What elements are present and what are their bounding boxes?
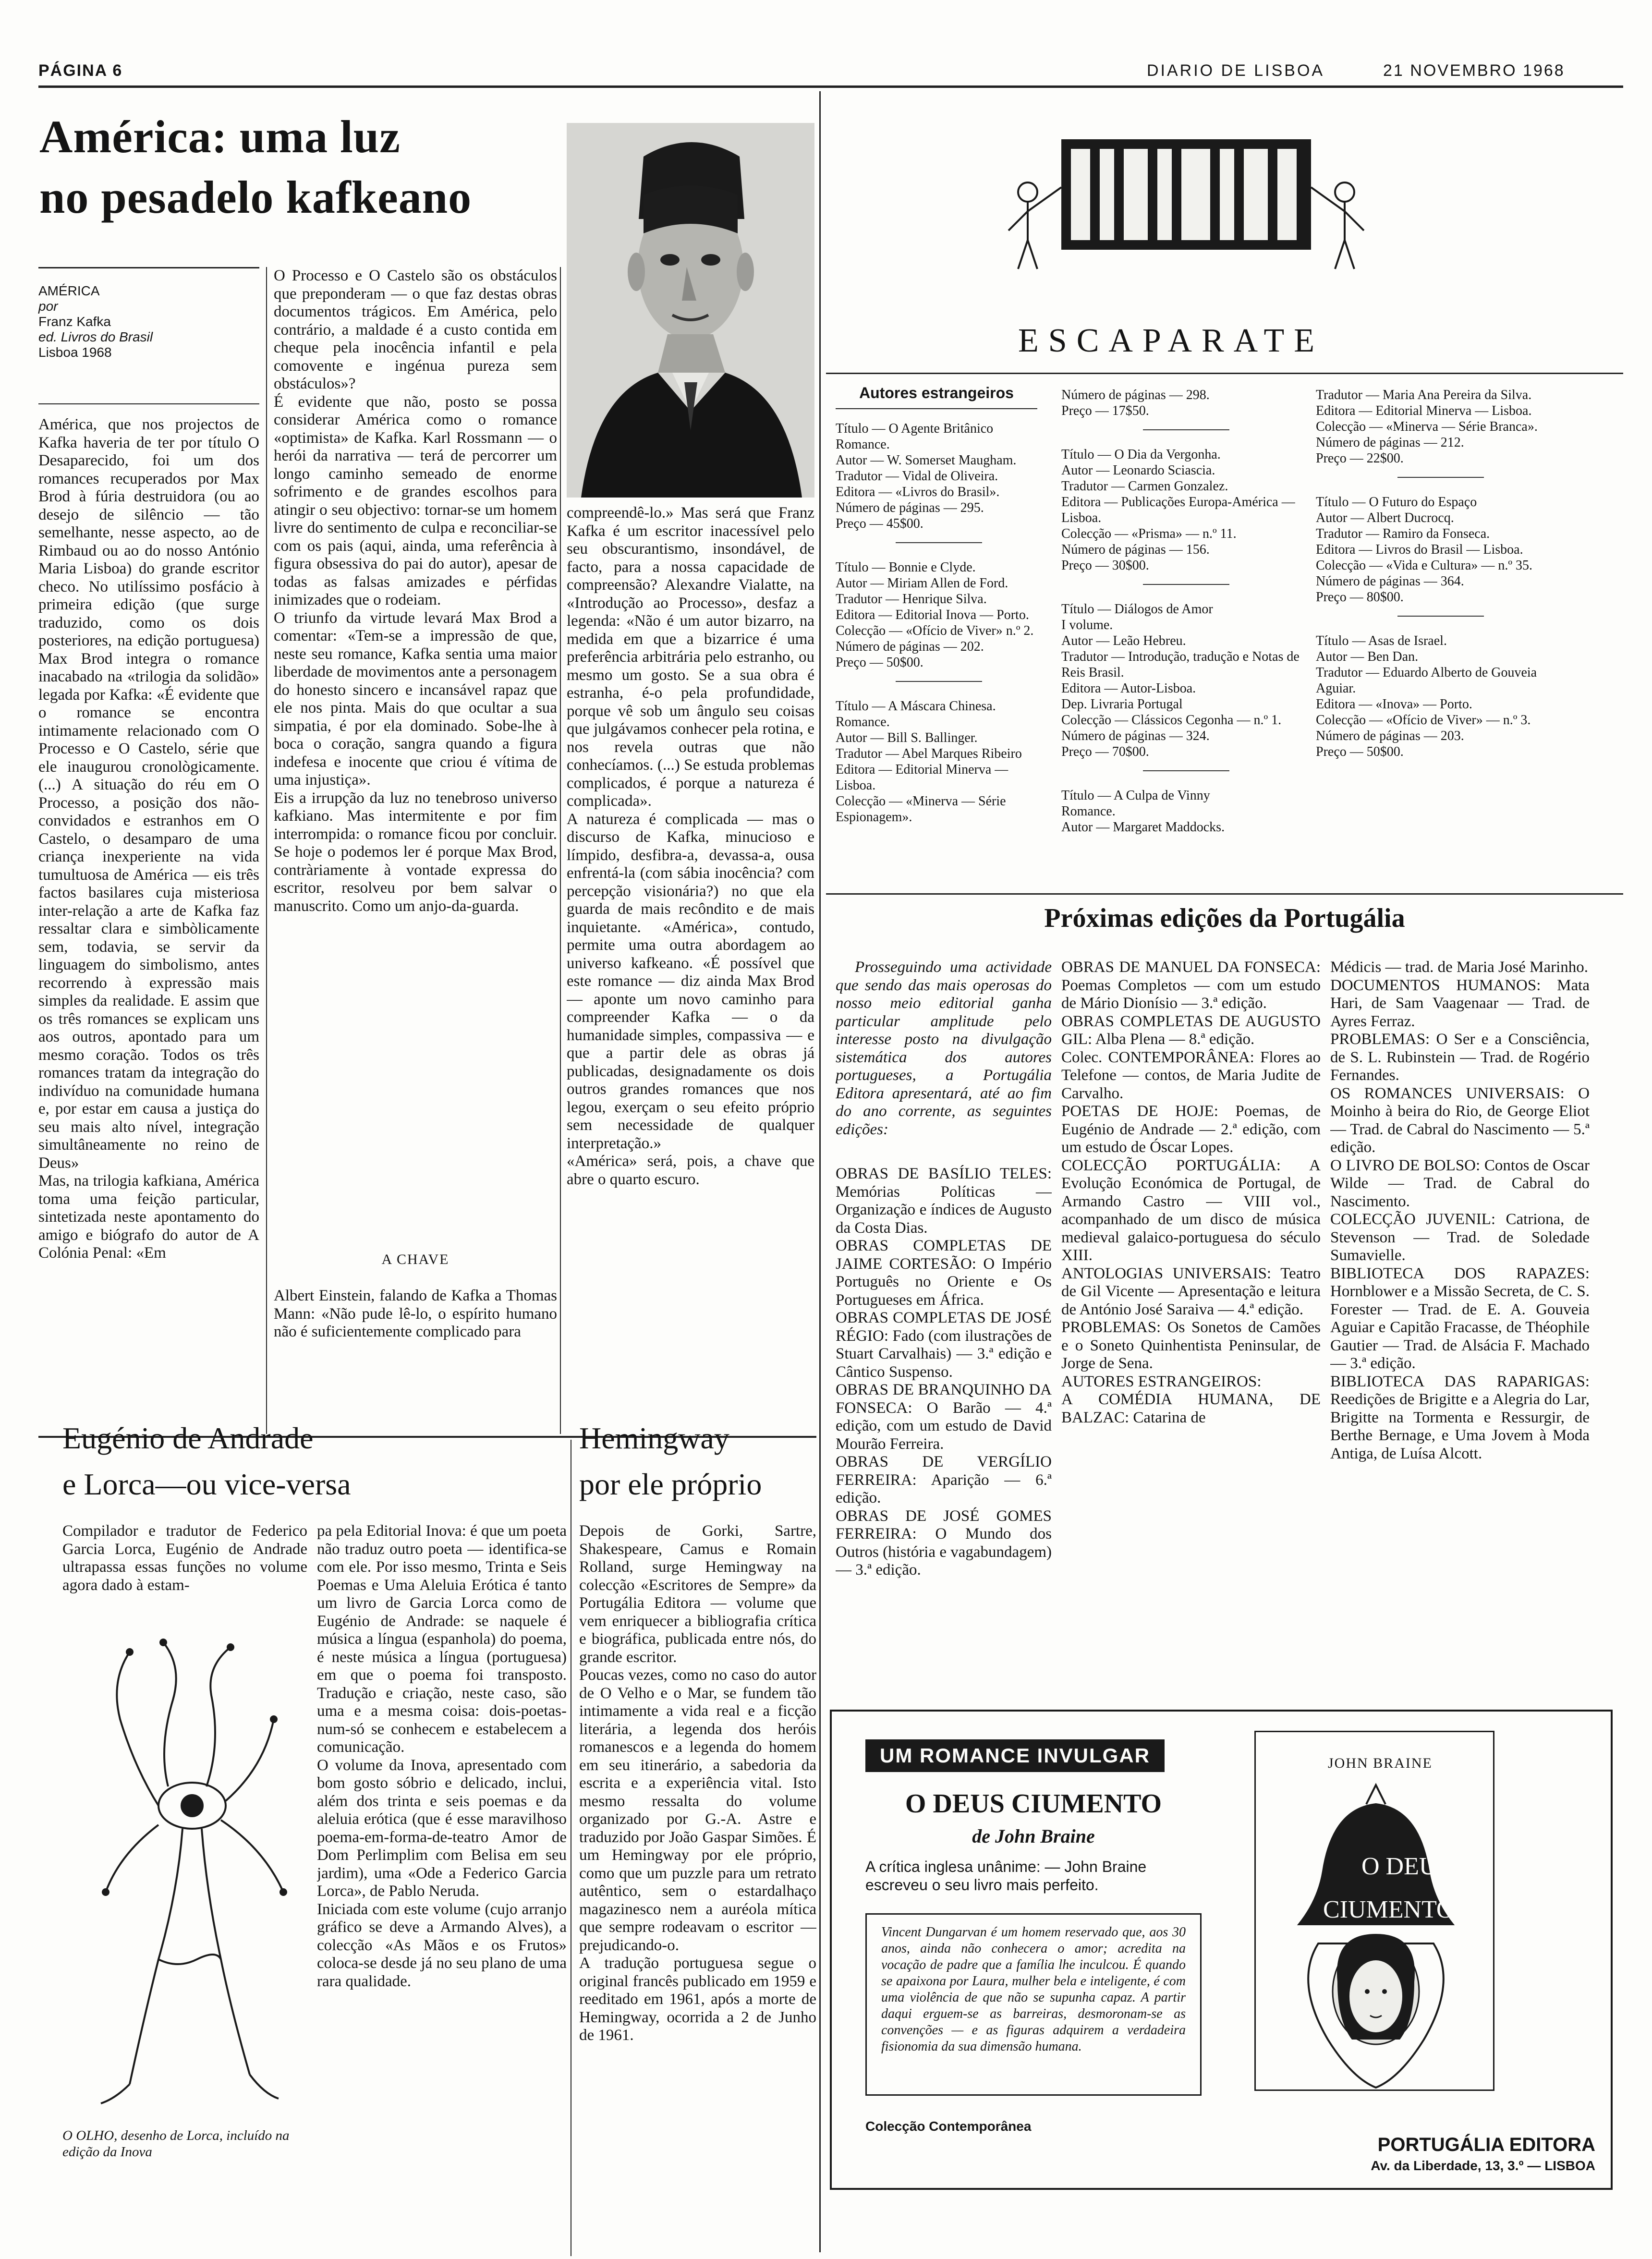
entry-line: Dep. Livraria Portugal <box>1061 697 1183 712</box>
entry-line: Preço — 30$00. <box>1061 558 1149 573</box>
escaparate-bottom-rule <box>826 893 1623 895</box>
escaparate-entry <box>1061 788 1311 835</box>
eugenio-title-line-2: e Lorca—ou vice-versa <box>62 1467 351 1501</box>
hemingway-title-line-2: por ele próprio <box>579 1467 762 1501</box>
entry-rule <box>896 542 982 543</box>
cover-author: JOHN BRAINE <box>1328 1755 1433 1771</box>
america-column-divider-2 <box>560 267 561 1434</box>
entry-line: Título — O Dia da Vergonha. <box>1061 447 1221 462</box>
book-info-place: Lisboa 1968 <box>38 345 112 360</box>
entry-line: Editora — Autor-Lisboa. <box>1061 681 1196 696</box>
ad-book-title: O DEUS CIUMENTO <box>905 1789 1162 1819</box>
entry-line: Editora — «Inova» — Porto. <box>1316 697 1472 712</box>
proximas-intro: Prosseguindo uma actividade que sendo das mais operosas do nosso meio editorial ganha particular amplitude pelo interesse posto na divulgação sistemática dos autores portugueses, a Portugália Editora apresentará, até ao fim do ano corrente, as seguintes edições: <box>836 959 1052 1138</box>
america-column-1: América, que nos projectos de Kafka haveria de ter por título O Desaparecido, foi um dos romances recuperados por Max Brod à fúria destruidora (ou ao desejo de silêncio — tão semelhante, nesse aspecto, ao de Rimbaud ou ao do nosso António Maria Lisboa) do grande escritor checo. No utilíssimo posfácio à primeira edição (que surge traduzido, como os dois posteriores, na edição portuguesa) Max Brod integra o romance inacabado na «trilogia da solidão» legada por Kafka: «É evidente que o romance se encontra intimamente relacionado com O Processo e O Castelo, série que ele inaugurou cronològicamente. (...) A situação do réu em O Processo, a posição dos não-convidados e estranhos em O Castelo, o desamparo de uma criança inexperiente na vida tumultuosa de América — eis três factos basilares cuja misteriosa inter-relação a arte de Kafka faz ressaltar clara e simbòlicamente sem, todavia, se servir da linguagem do simbolismo, antes recorrendo à expressão mais simples da realidade. E assim que os três romances se explicam uns aos outros, apontado para um mesmo coração. Todos os três romances tratam da integração do indivíduo na comunidade humana e, por estar em causa a justiça do seu mais alto nível, integração simultâneamente no reino de Deus» Mas, na trilogia kafkiana, América toma uma feição particular, sintetizada neste apontamento do amigo e biógrafo do autor de A Colónia Penal: «Em <box>38 416 259 1262</box>
entry-line: Tradutor — Introdução, tradução e Notas de Reis Brasil. <box>1061 649 1300 680</box>
entry-line: Título — A Culpa de Vinny <box>1061 788 1210 803</box>
proximas-column-2: OBRAS DE MANUEL DA FONSECA: Poemas Completos — com um estudo de Mário Dionísio — 3.ª edição. OBRAS COMPLETAS DE AUGUSTO GIL: Alba Plena — 8.ª edição. Colec. CONTEMPORÂNEA: Flores ao Telefone — contos, de Maria Judite de Carvalho. POETAS DE HOJE: Poemas, de Eugénio de Andrade — 2.ª edição, com um estudo de Óscar Lopes. COLECÇÃO PORTUGÁLIA: A Evolução Económica de Portugal, de Armando Castro — VIII vol., acompanhado de um disco de música medieval galaico-portuguesa do século XIII. ANTOLOGIAS UNIVERSAIS: Teatro de Gil Vicente — Apresentação e leitura de António José Saraiva — 4.ª edição. PROBLEMAS: Os Sonetos de Camões e o Soneto Quinhentista Peninsular, de Jorge de Sena. AUTORES ESTRANGEIROS: A COMÉDIA HUMANA, DE BALZAC: Catarina de <box>1061 959 1321 1426</box>
entry-line: Título — Bonnie e Clyde. <box>836 560 976 575</box>
entry-line: Autor — Margaret Maddocks. <box>1061 820 1225 835</box>
entry-line: Preço — 70$00. <box>1061 744 1149 759</box>
issue-date: 21 NOVEMBRO 1968 <box>1383 61 1565 80</box>
escaparate-entry <box>1061 447 1311 585</box>
entry-rule <box>896 681 982 682</box>
entry-line: Colecção — «Ofício de Viver» — n.º 3. <box>1316 713 1531 728</box>
ad-critic-quote: A crítica inglesa unânime: — John Braine escreveu o seu livro mais perfeito. <box>865 1858 1147 1894</box>
entry-line: Preço — 22$00. <box>1316 451 1404 466</box>
entry-line: Título — A Máscara Chinesa. Romance. <box>836 699 996 729</box>
entry-line: Número de páginas — 364. <box>1316 574 1464 589</box>
proximas-column-3: Médicis — trad. de Maria José Marinho. DOCUMENTOS HUMANOS: Mata Hari, de Sam Vaagenaar — Trad. de Ayres Ferraz. PROBLEMAS: O Ser e a Consciência, de S. L. Rubinstein — Trad. de Rogério Fernandes. OS ROMANCES UNIVERSAIS: O Moinho à beira do Rio, de George Eliot — Trad. de Cabral do Nascimento — 5.ª edição. O LIVRO DE BOLSO: Contos de Oscar Wilde — Trad. de Cabral do Nascimento. COLECÇÃO JUVENIL: Catriona, de Stevenson — Trad. de Soledade Sumavielle. BIBLIOTECA DOS RAPAZES: Hornblower e a Missão Secreta, de C. S. Forester — Trad. de E. A. Gouveia Aguiar e Capitão Fracasse, de Théophile Gautier — Trad. de Alsácia F. Machado — 3.ª edição. BIBLIOTECA DAS RAPARIGAS: Reedições de Brigitte e a Alegria do Lar, Brigitte na Tormenta e Ressurgir, de Berthe Bernage, e Uma Jovem à Moda Antiga, de Luísa Alcott. <box>1330 959 1590 1462</box>
escaparate-entry <box>1316 494 1566 617</box>
escaparate-entry <box>836 559 1042 682</box>
escaparate-subtitle: Autores estrangeiros <box>859 384 1014 401</box>
entry-line: Título — O Agente Britânico <box>836 421 994 436</box>
kafka-portrait <box>567 123 814 498</box>
hemingway-title-line-1: Hemingway <box>579 1421 729 1455</box>
entry-rule <box>1143 429 1229 430</box>
entry-rule <box>1143 770 1229 771</box>
header-rule <box>38 85 1623 88</box>
entry-line: Número de páginas — 298. <box>1061 388 1210 402</box>
escaparate-col-1 <box>836 421 1042 901</box>
escaparate-title: ESCAPARATE <box>1018 322 1324 359</box>
entry-rule <box>1397 616 1484 617</box>
lorca-eye-illustration <box>62 1623 307 2113</box>
entry-line: Colecção — «Minerva — Série Espionagem». <box>836 794 1006 825</box>
america-column-divider-1 <box>266 267 267 1434</box>
entry-line: Romance. <box>836 437 890 452</box>
america-column-3: compreendê-lo.» Mas será que Franz Kafka é um escritor inacessível pelo seu obscurantismo, insondável, de facto, para a nossa capacidade de compreensão? Alexandre Vialatte, na «Introdução ao Processo», desfaz a legenda: «Não é um autor bizarro, na medida em que a bizarrice é uma preferência arbitrária pelo estranho, ou mesmo um gosto. Se a sua obra é estranha, é-o pela profundidade, porque vê sob um ângulo seu coisas que julgávamos conhecer pela rotina, e nos revela outras que não conhecíamos. (...) Se estuda problemas complicados, é porque a natureza é complicada». A natureza é complicada — mas o discurso de Kafka, minucioso e límpido, desfibra-a, devassa-a, ousa enfrentá-la (com sábia inocência? com percepção visionária?) no que ela guarda de mais recôndito e de mais inquietante. «América», contudo, permite uma outra abordagem ao universo kafkeano. «É possível que este romance — diz ainda Max Brod — aponte um novo caminho para compreender Kafka — o da humanidade simples, compassiva — e que a partir dele as obras já publicadas, designadamente os dois outros grandes romances que nos legou, exerçam o seu efeito próprio sem necessidade de qualquer interpretação.» «América» será, pois, a chave que abre o quarto escuro. <box>567 504 814 1188</box>
entry-line: Preço — 50$00. <box>1316 744 1404 759</box>
entry-line: Tradutor — Eduardo Alberto de Gouveia Aguiar. <box>1316 665 1537 696</box>
escaparate-entry <box>1316 387 1566 478</box>
entry-line: Autor — Albert Ducrocq. <box>1316 510 1454 525</box>
entry-line: Número de páginas — 324. <box>1061 729 1210 743</box>
kafka-portrait-drawing <box>567 123 814 498</box>
entry-rule <box>1143 584 1229 585</box>
entry-line: Tradutor — Carmen Gonzalez. <box>1061 479 1228 494</box>
escaparate-rule <box>826 373 1623 374</box>
lorca-drawing <box>62 1623 307 2113</box>
entry-line: Autor — Bill S. Ballinger. <box>836 730 978 745</box>
entry-line: Editora — Editorial Minerva — Lisboa. <box>836 762 1008 793</box>
america-column-2: O Processo e O Castelo são os obstáculos que preponderam — o que faz destas obras documentos trágicos. Em América, pelo contrário, a maldade é a custo contida em cheque pela inocência infantil e pela comovente e ingénua pureza sem obstáculos»? É evidente que não, posto se possa considerar América como o romance «optimista» de Kafka. Karl Rossmann — o herói da narrativa — terá de percorrer um longo caminho semeado de enorme sofrimento e de grandes escolhos para atingir o seu objectivo: tornar-se um homem livre do sentimento de culpa e reconciliar-se com os pais (aqui, ainda, uma referência à figura obsessiva do pai do autor), apesar de todas as falsas amizades e pérfidas inimizades que o rodeiam. O triunfo da virtude levará Max Brod a comentar: «Tem-se a impressão de que, neste seu romance, Kafka sentia uma maior liberdade de movimentos ante a personagem do honesto sincero e incansável rapaz que ele nos pinta. Mais do que ocultar a sua simpatia, é por ela dominado. Sobe-lhe à boca o coração, sangra quando a figura indefesa e inocente que criou é vítima de uma injustiça». Eis a irrupção da luz no tenebroso universo kafkiano. Mas intermitente e por fim interrompida: o romance ficou por concluir. Se hoje o podemos ler é porque Max Brod, contràriamente à vontade expressa do escritor, resolveu por bem salvar o manuscrito. Como um anjo-da-guarda. <box>274 267 557 915</box>
america-title-line-1: América: uma luz <box>39 111 401 162</box>
book-info-rule-bottom <box>38 403 259 404</box>
page-number: PÁGINA 6 <box>38 61 123 80</box>
escaparate-entry <box>1061 387 1311 430</box>
escaparate-banner <box>989 120 1383 279</box>
book-info-rule <box>38 267 259 268</box>
america-title-line-2: no pesadelo kafkeano <box>39 171 472 223</box>
entry-line: Tradutor — Vidal de Oliveira. <box>836 469 998 484</box>
ad-book-cover <box>1254 1731 1494 2091</box>
escaparate-entry <box>1316 633 1566 760</box>
proximas-column-1: OBRAS DE BASÍLIO TELES: Memórias Políticas — Organização e índices de Augusto da Costa Dias. OBRAS COMPLETAS DE JAIME CORTESÃO: O Império Português no Oriente e Os Portugueses em África. OBRAS COMPLETAS DE JOSÉ RÉGIO: Fado (com ilustrações de Stuart Carvalhais) — 3.ª edição e Cântico Suspenso. OBRAS DE BRANQUINHO DA FONSECA: O Barão — 4.ª edição, com um estudo de David Mourão Ferreira. OBRAS DE VERGÍLIO FERREIRA: Aparição — 6.ª edição. OBRAS DE JOSÉ GOMES FERREIRA: O Mundo dos Outros (história e vagabundagem) — 3.ª edição. <box>836 1165 1052 1579</box>
ad-collection: Colecção Contemporânea <box>865 2119 1032 2134</box>
entry-line: Autor — Ben Dan. <box>1316 649 1419 664</box>
entry-line: Autor — Leão Hebreu. <box>1061 633 1186 648</box>
escaparate-entry <box>1061 601 1311 771</box>
escaparate-subtitle-rule <box>836 408 1037 409</box>
entry-line: I volume. <box>1061 618 1113 632</box>
entry-line: Editora — «Livros do Brasil». <box>836 485 1000 499</box>
entry-line: Colecção — Clássicos Cegonha — n.º 1. <box>1061 713 1282 728</box>
hemingway-body: Depois de Gorki, Sartre, Shakespeare, Camus e Romain Rolland, surge Hemingway na colecção «Escritores de Sempre» da Portugália Editora — volume que vem enriquecer a bibliografia crítica e biográfica, publicada entre nós, do grande escritor. Poucas vezes, como no caso do autor de O Velho e o Mar, se fundem tão intimamente a vida real e a ficção literária, a legenda dos heróis romanescos e a legenda do homem em seu itinerário, a sabedoria da escrita e a experiência vital. Isto mesmo ressalta do volume organizado por G.-A. Astre e traduzido por João Gaspar Simões. É um Hemingway por ele próprio, como que um puzzle para um retrato autêntico, sem o estardalhaço magazinesco nem a auréola mítica que sempre rodeavam o escritor — prejudicando-o. A tradução portuguesa segue o original francês publicado em 1959 e reeditado em 1961, após a morte de Hemingway, ocorrida a 2 de Junho de 1961. <box>579 1522 816 2044</box>
book-info-author: Franz Kafka <box>38 314 111 329</box>
entry-line: Colecção — «Prisma» — n.º 11. <box>1061 526 1237 541</box>
entry-line: Autor — W. Somerset Maugham. <box>836 453 1017 468</box>
entry-line: Editora — Editorial Inova — Porto. <box>836 607 1029 622</box>
entry-line: Colecção — «Ofício de Viver» n.º 2. <box>836 623 1034 638</box>
ad-byline: de John Braine <box>972 1825 1095 1847</box>
escaparate-banner-illustration <box>989 120 1383 279</box>
ad-blurb-box <box>865 1913 1202 2096</box>
book-advertisement <box>830 1710 1613 2190</box>
entry-line: Tradutor — Ramiro da Fonseca. <box>1316 526 1490 541</box>
entry-line: Número de páginas — 202. <box>836 639 984 654</box>
entry-line: Título — Diálogos de Amor <box>1061 602 1213 617</box>
ad-address: Av. da Liberdade, 13, 3.º — LISBOA <box>1371 2158 1595 2173</box>
entry-line: Número de páginas — 295. <box>836 500 984 515</box>
book-info-by: por <box>38 299 58 314</box>
eugenio-column-1: Compilador e tradutor de Federico Garcia Lorca, Eugénio de Andrade ultrapassa essas funções no volume agora dado à estam- <box>62 1522 307 1594</box>
proximas-title: Próximas edições da Portugália <box>1044 903 1405 933</box>
entry-line: Editora — Editorial Minerva — Lisboa. <box>1316 403 1532 418</box>
eugenio-title-line-1: Eugénio de Andrade <box>62 1421 314 1455</box>
escaparate-entry <box>836 698 1042 825</box>
chave-subheading: A CHAVE <box>381 1251 449 1267</box>
america-column-2b: Albert Einstein, falando de Kafka a Thomas Mann: «Não pude lê-lo, o espírito humano não é suficientemente complicado para <box>274 1287 557 1340</box>
newspaper-name: DIARIO DE LISBOA <box>1147 61 1325 80</box>
book-info-title: AMÉRICA <box>38 283 100 298</box>
entry-line: Editora — Livros do Brasil — Lisboa. <box>1316 542 1523 557</box>
entry-line: Preço — 80$00. <box>1316 590 1404 605</box>
entry-line: Colecção — «Minerva — Série Branca». <box>1316 419 1538 434</box>
entry-line: Preço — 17$50. <box>1061 403 1149 418</box>
entry-line: Número de páginas — 203. <box>1316 729 1464 743</box>
entry-line: Número de páginas — 156. <box>1061 542 1210 557</box>
ad-banner: UM ROMANCE INVULGAR <box>865 1739 1165 1772</box>
lorca-drawing-caption: O OLHO, desenho de Lorca, incluído na edição da Inova <box>62 2128 290 2160</box>
main-vertical-rule <box>819 91 821 2252</box>
entry-line: Preço — 50$00. <box>836 655 923 670</box>
escaparate-col-3 <box>1316 387 1566 915</box>
entry-rule <box>1397 477 1484 478</box>
ad-publisher: PORTUGÁLIA EDITORA <box>1377 2134 1595 2155</box>
book-info-publisher: ed. Livros do Brasil <box>38 329 153 344</box>
eugenio-column-2: pa pela Editorial Inova: é que um poeta não traduz outro poeta — identifica-se com ele. Por isso mesmo, Trinta e Seis Poemas e Uma Aleluia Erótica é tanto um livro de Garcia Lorca como de Eugénio de Andrade: se naquele é música a língua (espanhola) do poema, é neste música a língua (portuguesa) em que o poema foi transposto. Tradução e criação, neste caso, são uma e a mesma coisa: dois-poetas-num-só se conhecem e estabelecem a comunicação. O volume da Inova, apresentado com bom gosto sóbrio e delicado, inclui, além dos trinta e seis poemas e da aleluia erótica (que é esse maravilhoso poema-em-forma-de-teatro Amor de Dom Perlimplim com Belisa em seu jardim), uma «Ode a Federico Garcia Lorca», de Pablo Neruda. Iniciada com este volume (cujo arranjo gráfico se deve a Armando Alves), a colecção «As Mãos e os Frutos» coloca-se desde já no seu plano de uma rara qualidade. <box>317 1522 567 1990</box>
entry-line: Preço — 45$00. <box>836 516 923 531</box>
entry-line: Número de páginas — 212. <box>1316 435 1464 450</box>
entry-line: Tradutor — Abel Marques Ribeiro <box>836 746 1022 761</box>
entry-line: Título — O Futuro do Espaço <box>1316 495 1477 510</box>
entry-line: Romance. <box>1061 804 1116 819</box>
cover-title-line-1: O DEUS <box>1361 1853 1451 1880</box>
entry-line: Colecção — «Vida e Cultura» — n.º 35. <box>1316 558 1533 573</box>
entry-line: Editora — Publicações Europa-América — Lisboa. <box>1061 495 1295 525</box>
cover-title-line-2: CIUMENTO <box>1323 1896 1455 1923</box>
escaparate-entry <box>836 421 1042 543</box>
entry-line: Tradutor — Henrique Silva. <box>836 592 987 607</box>
entry-line: Título — Asas de Israel. <box>1316 633 1447 648</box>
entry-line: Autor — Leonardo Sciascia. <box>1061 463 1215 478</box>
entry-line: Tradutor — Maria Ana Pereira da Silva. <box>1316 388 1532 402</box>
escaparate-col-2 <box>1061 387 1311 915</box>
ad-blurb: Vincent Dungarvan é um homem reservado que, aos 30 anos, ainda não conhecera o amor; acredita na vocação de padre que a família lhe inculcou. É quando se apaixona por Laura, mulher bela e inteligente, é com uma violência de que não se supunha capaz. A partir daqui erguem-se as barreiras, desmoronam-se as convenções — e as figuras adquirem a verdadeira fisionomia da sua dimensão humana. <box>881 1925 1186 2054</box>
book-info <box>38 283 153 360</box>
entry-line: Autor — Miriam Allen de Ford. <box>836 576 1008 591</box>
